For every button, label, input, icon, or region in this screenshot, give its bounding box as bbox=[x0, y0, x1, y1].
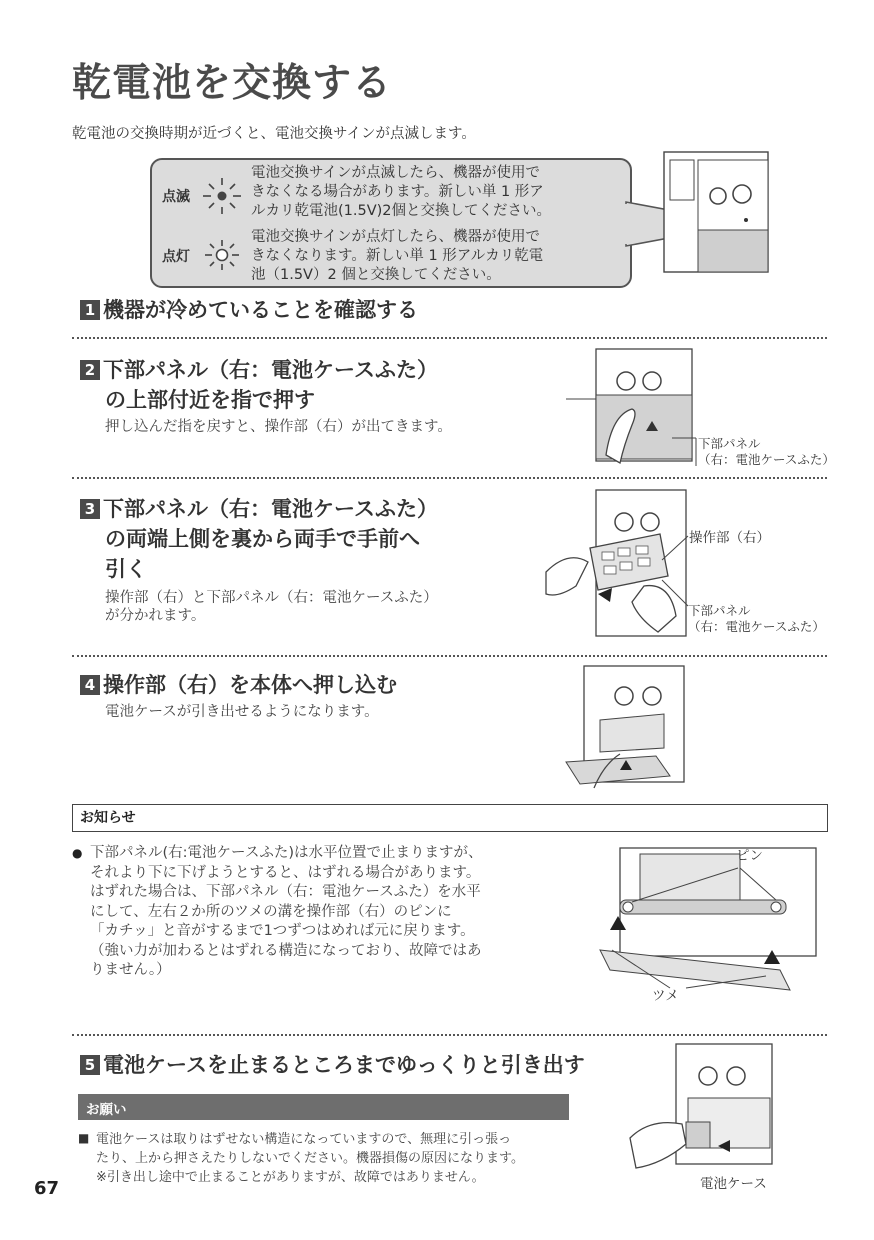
step-2-number: 2 bbox=[80, 360, 100, 380]
fig3-top-label: 操作部（右） bbox=[689, 530, 770, 546]
step-2-label-leader bbox=[670, 430, 700, 470]
step-1-title: 1 機器が冷めていることを確認する bbox=[80, 295, 418, 325]
notice-bullet: ● bbox=[72, 846, 83, 860]
blink-text: 電池交換サインが点滅したら、機器が使用で きなくなる場合があります。新しい単 1 形ア ルカリ乾電池(1.5V)2個と交換してください。 bbox=[251, 165, 552, 219]
page-number: 67 bbox=[34, 1178, 60, 1199]
lit-sign-icon bbox=[202, 238, 242, 272]
request-text: 電池ケースは取りはずせない構造になっていますので、無理に引っ張っ たり、上から押さえたりしないでください。機器損傷の原因になります。 ※引き出し途中で止まることがありますが、故障ではありません。 bbox=[96, 1132, 524, 1185]
step-4-illustration bbox=[560, 664, 686, 790]
step-1-number: 1 bbox=[80, 300, 100, 320]
step-2-title: 2 下部パネル（右：電池ケースふた） の上部付近を指で押す bbox=[80, 355, 438, 415]
step-5-title: 5 電池ケースを止まるところまでゆっくりと引き出す bbox=[80, 1050, 585, 1080]
notice-title: お知らせ bbox=[80, 810, 136, 826]
step-4-number: 4 bbox=[80, 675, 100, 695]
request-bar bbox=[78, 1094, 569, 1120]
step-3-title: 3 下部パネル（右：電池ケースふた） の両端上側を裏から両手で手前へ 引く bbox=[80, 494, 438, 584]
fig2-label: 下部パネル （右：電池ケースふた） bbox=[698, 436, 835, 467]
notice-text: 下部パネル(右:電池ケースふた)は水平位置で止まりますが、 それより下に下げようとすると、はずれる場合があります。 はずれた場合は、下部パネル（右：電池ケースふた）を水平 にして、左右２か所のツメの溝を操作部（右）のピンに 「カチッ」と音がするまで1つずつはめれば元に戻ります。 （強い力が加わるとはずれる構造になっており、故障ではあ りません。） bbox=[90, 845, 483, 978]
page-title: 乾電池を交換する bbox=[72, 61, 393, 106]
step-3-number: 3 bbox=[80, 499, 100, 519]
step-5-illustration bbox=[626, 1040, 776, 1170]
divider bbox=[72, 655, 827, 657]
request-title: お願い bbox=[86, 1102, 127, 1118]
step-2-subtext: 押し込んだ指を戻すと、操作部（右）が出てきます。 bbox=[105, 419, 452, 435]
intro-text: 乾電池の交換時期が近づくと、電池交換サインが点滅します。 bbox=[72, 126, 476, 142]
lit-label: 点灯 bbox=[162, 249, 190, 265]
notice-box bbox=[72, 804, 828, 832]
fig3-bottom-label: 下部パネル （右：電池ケースふた） bbox=[688, 603, 825, 634]
device-illustration-top bbox=[660, 150, 772, 276]
pin-label: ピン bbox=[736, 848, 763, 864]
divider bbox=[72, 477, 827, 479]
tab-label: ツメ bbox=[652, 988, 679, 1004]
divider bbox=[72, 1034, 827, 1036]
blink-sign-icon bbox=[200, 176, 244, 216]
fig5-label: 電池ケース bbox=[700, 1176, 767, 1192]
step-4-title: 4 操作部（右）を本体へ押し込む bbox=[80, 670, 397, 700]
notice-illustration bbox=[590, 840, 828, 1016]
blink-label: 点滅 bbox=[162, 189, 190, 205]
lit-text: 電池交換サインが点灯したら、機器が使用で きなくなります。新しい単 1 形アルカリ乾電 池（1.5V）2 個と交換してください。 bbox=[251, 229, 544, 283]
step-3-subtext: 操作部（右）と下部パネル（右：電池ケースふた） が分かれます。 bbox=[105, 590, 438, 624]
request-bullet: ■ bbox=[78, 1131, 90, 1145]
divider bbox=[72, 337, 827, 339]
step-4-subtext: 電池ケースが引き出せるようになります。 bbox=[105, 704, 379, 720]
step-5-number: 5 bbox=[80, 1055, 100, 1075]
